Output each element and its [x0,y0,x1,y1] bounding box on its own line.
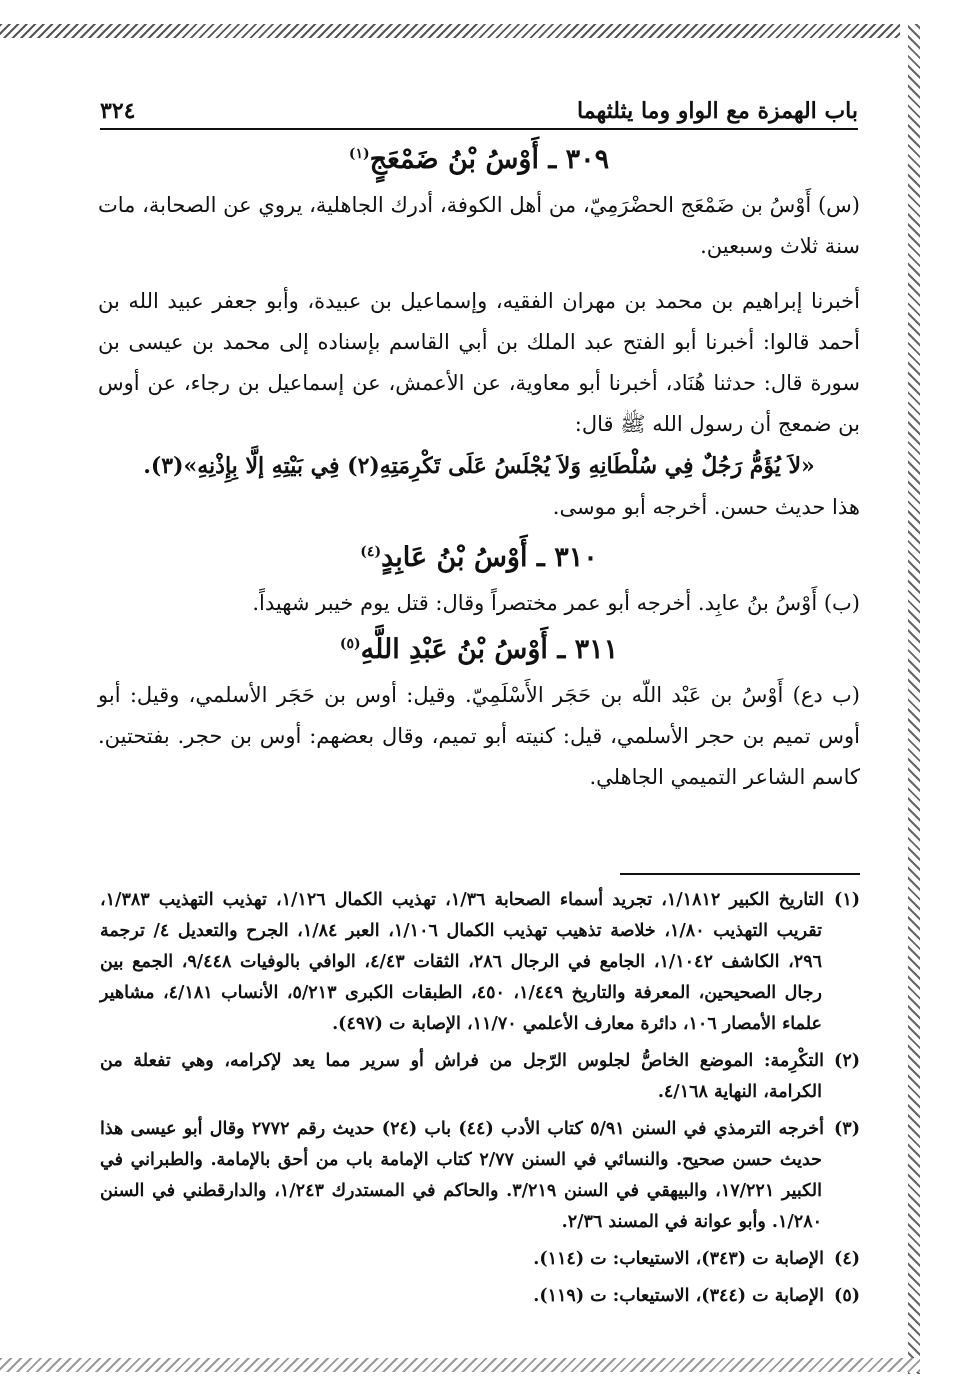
hadith-text: «لاَ يُؤَمُّ رَجُلٌ فِي سُلْطَانِهِ وَلاَ يُجْلَسُ عَلَى تَكْرِمَتِهِ(٢) فِي بَيْتِهِ إلَّا بِإِذْنِهِ»(٣). [143,453,815,479]
entry-paragraph: (ب) أَوْسُ بنُ عابِد. أخرجه أبو عمر مختصراً وقال: قتل يوم خيبر شهيداً. [252,591,860,615]
footnote-text: الإصابة ت (٣٤٣)، الاستيعاب: ت (١١٤). [533,1249,824,1269]
ornamental-border-bottom [0,1358,920,1372]
footnote-number: (٣) [834,1119,860,1139]
footnote-ref: (١) [348,146,370,162]
footnote [100,885,860,1040]
footnote-number: (١) [834,890,860,910]
footnote-text: أخرجه الترمذي في السنن ٥/٩١ كتاب الأدب (٤٤) باب (٢٤) حديث رقم ٢٧٧٢ وقال أبو عيسى هذا حديث حسن صحيح. والنسائي في السنن ٢/٧٧ كتاب الإمامة باب من أحق بالإمامة. والطبراني في الكبير ١٧/٢٢١، والبيهقي في السنن ٣/٢١٩. والحاكم في المستدرك ١/٢٤٣، والدارقطني في السنن ١/٢٨٠. وأبو عوانة في المسند ٢/٣٦. [100,1119,824,1232]
entry-title: ٣١١ ـ أَوْسُ بْنُ عَبْدِ اللَّهِ$^{(٥)}$ [339,634,619,665]
entry-title: ٣١٠ ـ أَوْسُ بْنُ عَابِدٍ$^{(٤)}$ [360,542,598,573]
entry-paragraph: (س) أَوْسُ بن ضَمْعَج الحضْرَمِيّ، من أهل الكوفة، أدرك الجاهلية، يروي عن الصحابة، مات سنة ثلاث وسبعين. [98,193,860,258]
footnote-separator [620,873,860,875]
footnote-ref: (٤) [360,544,382,560]
footnote [100,1114,860,1238]
footnotes [100,885,860,1318]
main-text [98,140,860,798]
footnote [100,1046,860,1108]
footnote-text: التاريخ الكبير ١/١٨١٢، تجريد أسماء الصحابة ١/٣٦، تهذيب الكمال ١/١٢٦، تهذيب التهذيب ١/٣٨٣، تقريب التهذيب ١/٨٠، خلاصة تذهيب تهذيب الكمال ١/١٠٦، العبر ١/٨٤، الجرح والتعديل ٤/ ترجمة ٢٩٦، الكاشف ١/١٠٤٢، الجامع في الرجال ٢٨٦، الثقات ٤/٤٣، الوافي بالوفيات ٩/٤٤٨، الجمع بين رجال الصحيحين، المعرفة والتاريخ ١/٤٤٩، ٤٥٠، الطبقات الكبرى ٥/٢١٣، الأنساب ٤/١٨١، مشاهير علماء الأمصار ١٠٦، دائرة معارف الأعلمي ١١/٧٠، الإصابة ت (٤٩٧). [100,890,824,1034]
page-number: ٣٢٤ [100,98,136,124]
running-header [100,90,858,130]
footnote-number: (٥) [834,1286,860,1306]
entry-title: ٣٠٩ ـ أَوْسُ بْنُ ضَمْعَجٍ$^{(١)}$ [348,144,610,175]
footnote-text: الإصابة ت (٣٤٤)، الاستيعاب: ت (١١٩). [533,1286,824,1306]
entry-paragraph: أخبرنا إبراهيم بن محمد بن مهران الفقيه، وإسماعيل بن عبيدة، وأبو جعفر عبيد الله بن أحمد قالوا: أخبرنا أبو الفتح عبد الملك بن أبي القاسم بإسناده إلى محمد بن عيسى بن سورة قال: حدثنا هُنَاد، أخبرنا أبو معاوية، عن الأعمش، عن إسماعيل بن رجاء، عن أوس بن ضمعج أن رسول الله ﷺ قال: [98,289,860,436]
footnote-number: (٤) [834,1249,860,1269]
ornamental-border-top [0,24,900,38]
entry-paragraph: (ب دع) أَوْسُ بن عَبْد اللّه بن حَجَر الأَسْلَمِيّ. وقيل: أوس بن حَجَر الأسلمي، وقيل: أبو أوس تميم بن حجر الأسلمي، قيل: كنيته أبو تميم، وقال بعضهم: أوس بن حجر. بفتحتين. كاسم الشاعر التميمي الجاهلي. [98,683,860,789]
entry-paragraph: هذا حديث حسن. أخرجه أبو موسى. [552,495,860,519]
footnote-text: التكْرِمة: الموضع الخاصُّ لجلوس الرّجل من فراش أو سرير مما يعد لإكرامه، وهي تفعلة من الكرامة، النهاية ٤/١٦٨. [100,1051,824,1102]
chapter-title: باب الهمزة مع الواو وما يثلثهما [577,98,858,124]
footnote-number: (٢) [834,1051,860,1071]
footnote-ref: (٥) [339,636,361,652]
footnote [100,1281,860,1312]
footnote [100,1244,860,1275]
ornamental-border-right [908,24,920,1374]
